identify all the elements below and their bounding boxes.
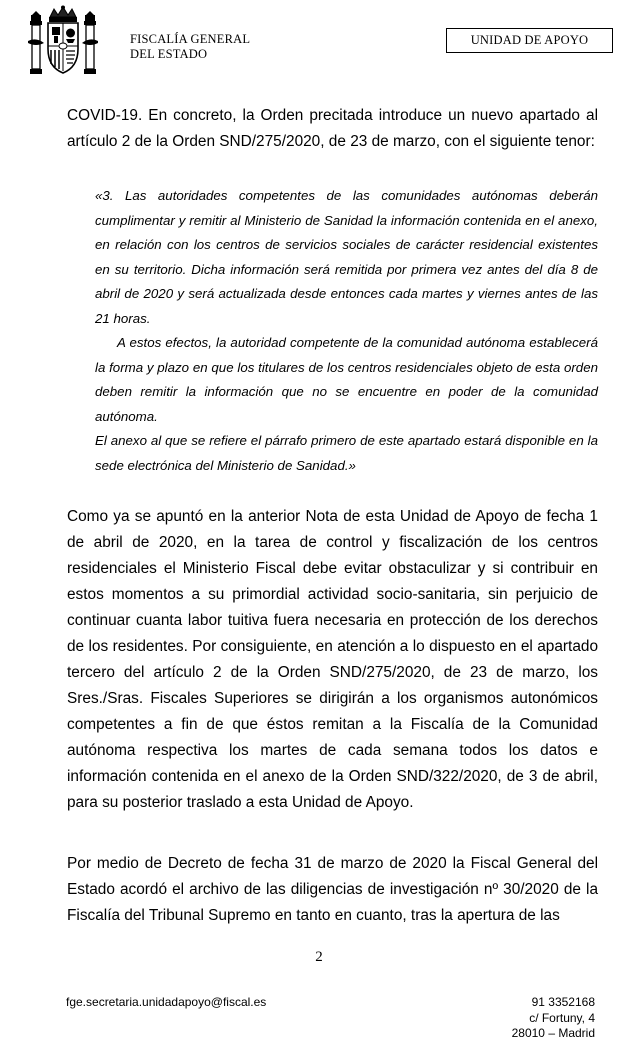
quote-paragraph-1: «3. Las autoridades competentes de las comunidades autónomas deberán cumplimentar y remitir al Ministerio de Sanidad la información contenida en el anexo, en relación con los centros de servicios sociales de carácter residencial existentes en su territorio. Dicha información será remitida por primera vez antes del día 8 de abril de 2020 y será actualizada desde entonces cada martes y viernes antes de las 21 horas. [95, 188, 598, 326]
quote-paragraph-3: El anexo al que se refiere el párrafo primero de este apartado estará disponible en la sede electrónica del Ministerio de Sanidad.» [95, 433, 598, 473]
footer-email: fge.secretaria.unidadapoyo@fiscal.es [66, 995, 267, 1009]
footer-address [512, 995, 595, 1042]
body-paragraph-1 [67, 103, 598, 155]
spain-coat-of-arms-icon [28, 5, 98, 79]
organization-name [130, 32, 250, 62]
body-paragraph-1-text: COVID-19. En concreto, la Orden precitada introduce un nuevo apartado al artículo 2 de la Orden SND/275/2020, de 23 de marzo, con el siguiente tenor: [67, 107, 598, 150]
body-paragraph-3-text: Por medio de Decreto de fecha 31 de marzo de 2020 la Fiscal General del Estado acordó el archivo de las diligencias de investigación nº 30/2020 de la Fiscalía del Tribunal Supremo en tanto en cuanto, tras la apertura de las [67, 855, 598, 924]
body-paragraph-2-text: Como ya se apuntó en la anterior Nota de esta Unidad de Apoyo de fecha 1 de abril de 2020, en la tarea de control y fiscalización de los centros residenciales el Ministerio Fiscal debe evitar obstaculizar y si contribuir en estos momentos a su primordial actividad socio-sanitaria, sin perjuicio de continuar cuanta labor tuitiva fuera necesaria en protección de los derechos de los residentes. Por consiguiente, en atención a lo dispuesto en el apartado tercero del artículo 2 de la Orden SND/275/2020, de 23 de marzo, los Sres./Sras. Fiscales Superiores se dirigirán a los organismos autonómicos competentes a fin de que éstos remitan a la Fiscalía de la Comunidad autónoma respectiva los martes de cada semana todos los datos e información contenida en el anexo de la Orden SND/322/2020, de 3 de abril, para su posterior traslado a esta Unidad de Apoyo. [67, 508, 598, 811]
organization-name-line2: DEL ESTADO [130, 47, 208, 61]
page-number: 2 [315, 949, 323, 965]
organization-name-line1: FISCALÍA GENERAL [130, 32, 251, 46]
footer-street: c/ Fortuny, 4 [529, 1010, 595, 1025]
unit-label-box: UNIDAD DE APOYO [446, 28, 613, 53]
quote-paragraph-2: A estos efectos, la autoridad competente de la comunidad autónoma establecerá la forma y plazo en que los titulares de los centros residenciales objeto de esta orden deben remitir la información que no se encuentre en poder de la comunidad autónoma. [95, 335, 598, 424]
legal-quote-block [95, 184, 598, 478]
footer-city: 28010 – Madrid [511, 1026, 595, 1040]
body-paragraph-2 [67, 504, 598, 816]
body-paragraph-3 [67, 851, 598, 929]
footer-phone: 91 3352168 [531, 995, 595, 1009]
